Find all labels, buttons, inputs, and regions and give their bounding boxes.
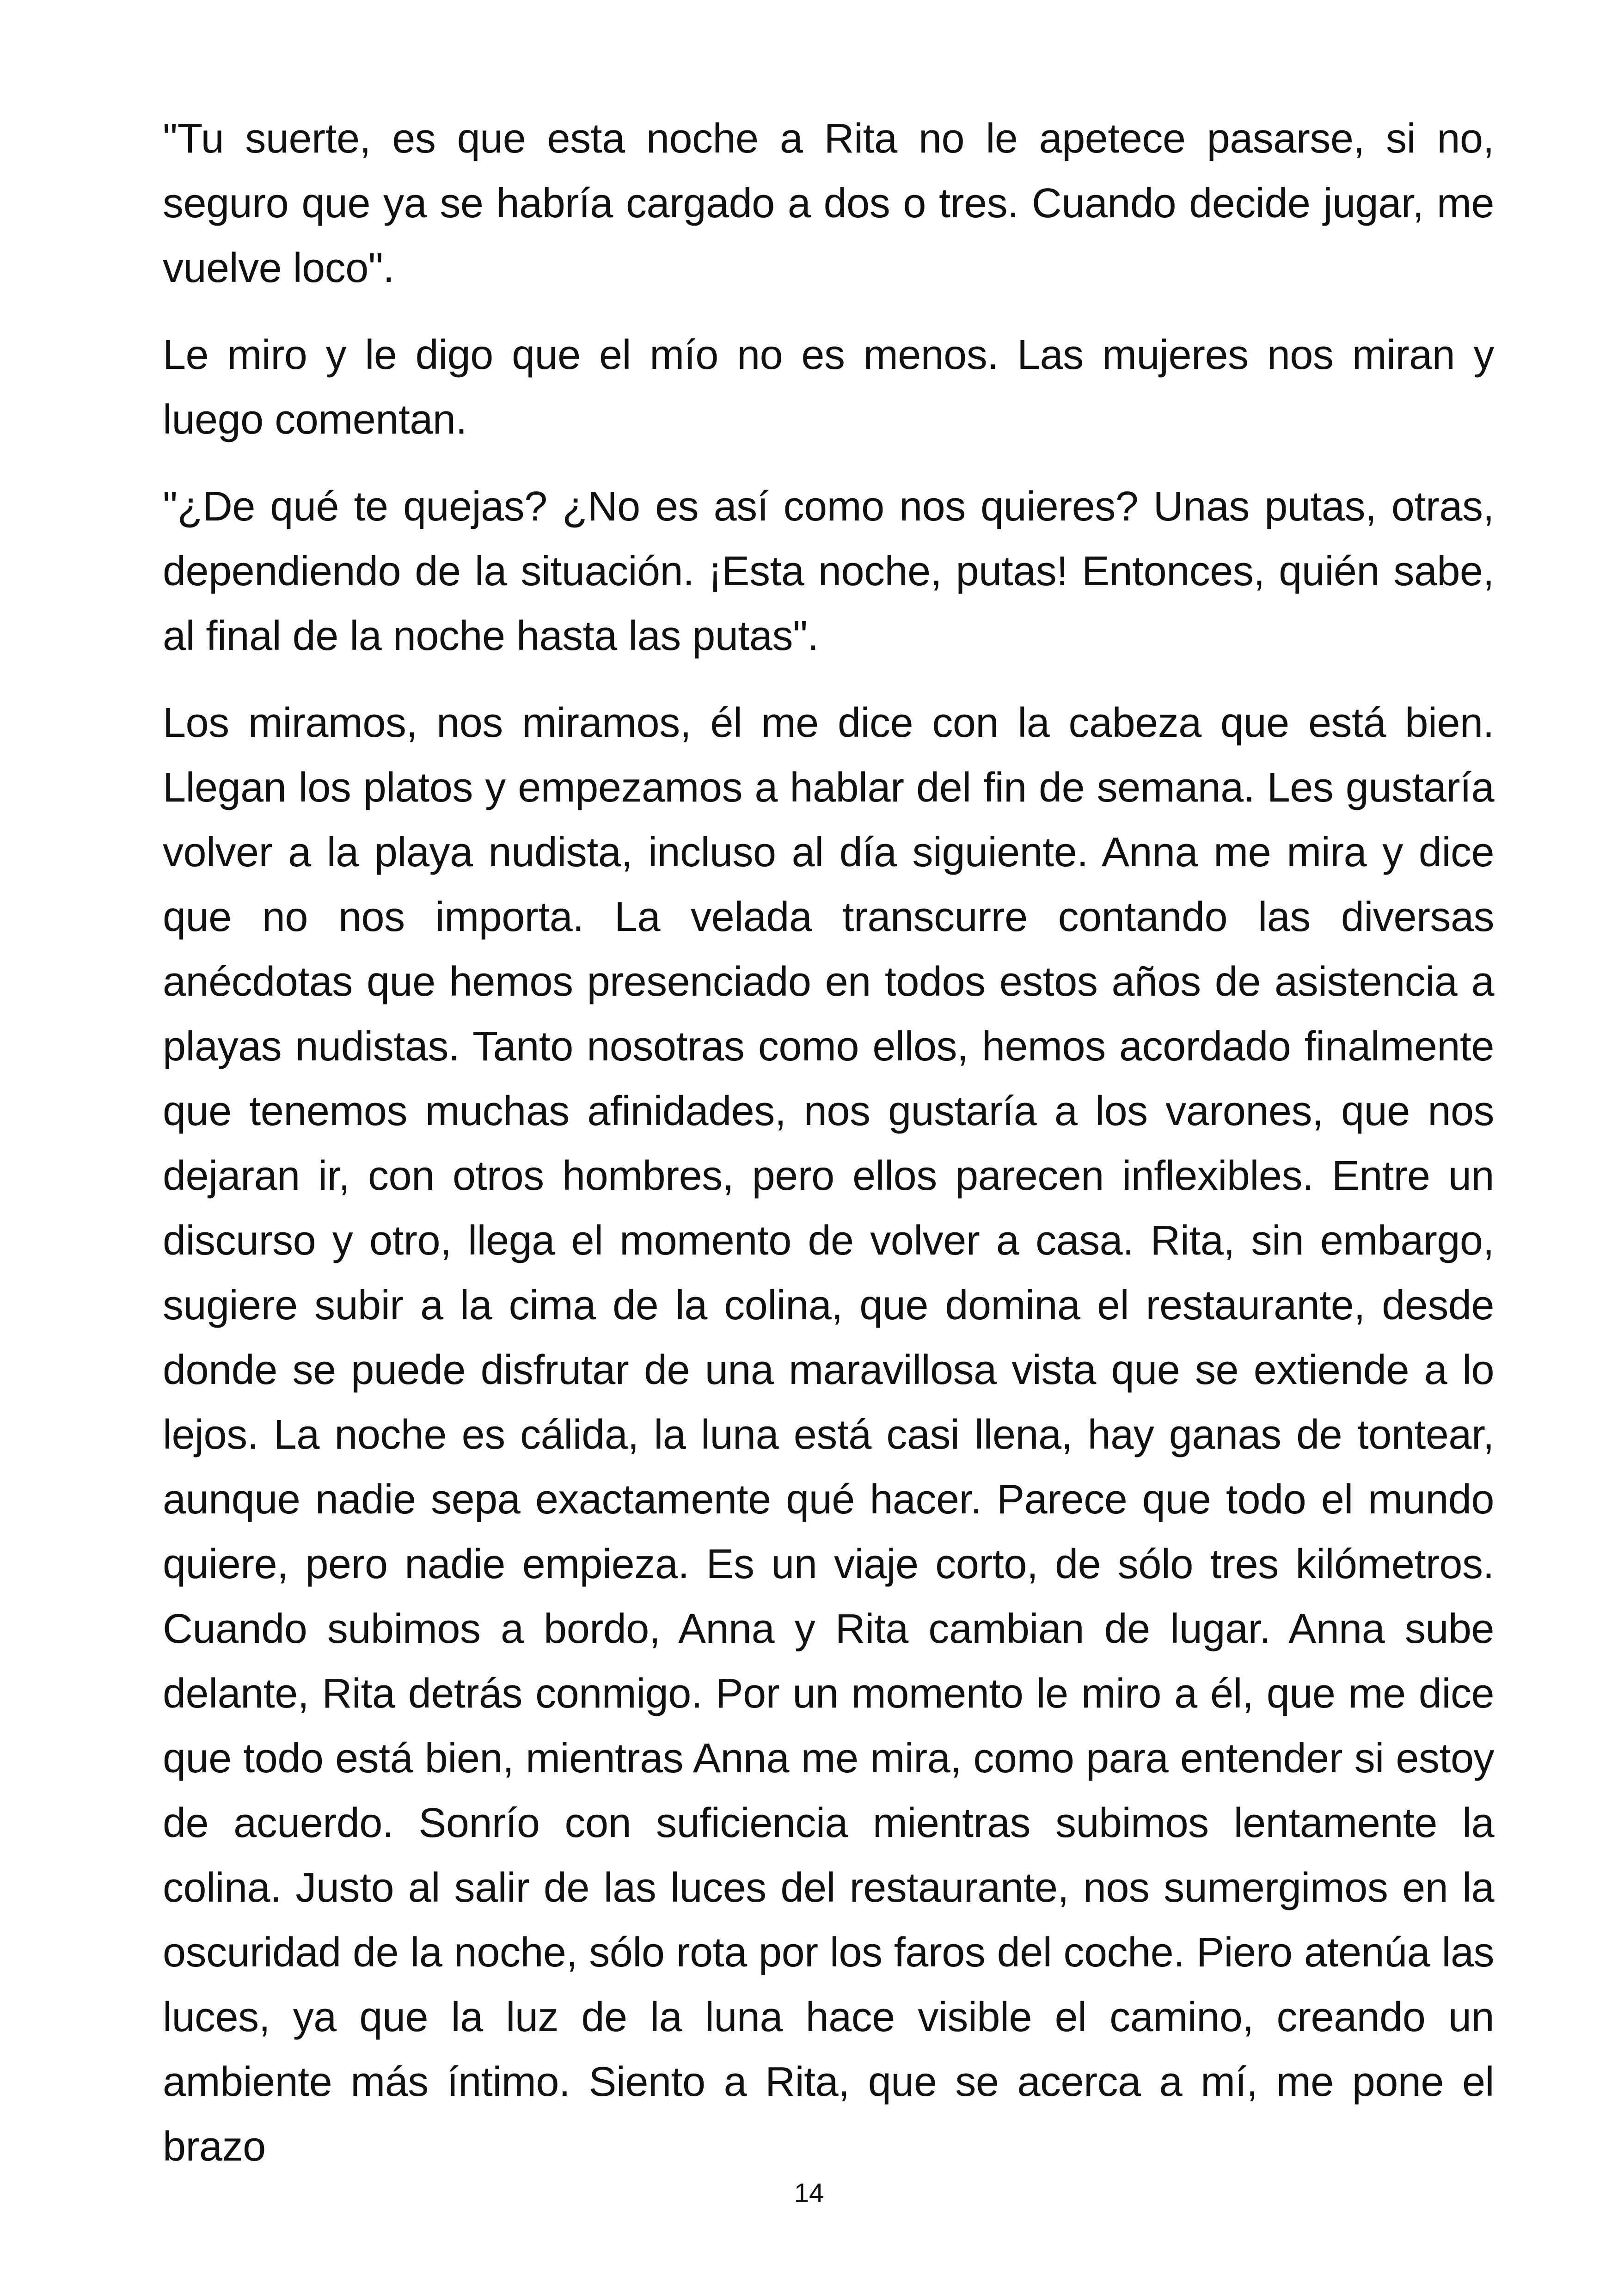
paragraph-4: Los miramos, nos miramos, él me dice con la cabeza que está bien. Llegan los platos y empezamos a hablar del fin de semana. Les gustaría volver a la playa nudista, incluso al día siguiente. Anna me mira y dice que no nos importa. La velada transcurre contando las diversas anécdotas que hemos presenciado en todos estos años de asistencia a playas nudistas. Tanto nosotras como ellos, hemos acordado finalmente que tenemos muchas afinidades, nos gustaría a los varones, que nos dejaran ir, con otros hombres, pero ellos parecen inflexibles. Entre un discurso y otro, llega el momento de volver a casa. Rita, sin embargo, sugiere subir a la cima de la colina, que domina el restaurante, desde donde se puede disfrutar de una maravillosa vista que se extiende a lo lejos. La noche es cálida, la luna está casi llena, hay ganas de tontear, aunque nadie sepa exactamente qué hacer. Parece que todo el mundo quiere, pero nadie empieza. Es un viaje corto, de sólo tres kilómetros. Cuando subimos a bordo, Anna y Rita cambian de lugar. Anna sube delante, Rita detrás conmigo. Por un momento le miro a él, que me dice que todo está bien, mientras Anna me mira, como para entender si estoy de acuerdo. Sonrío con suficiencia mientras subimos lentamente la colina. Justo al salir de las luces del restaurante, nos sumergimos en la oscuridad de la noche, sólo rota por los faros del coche. Piero atenúa las luces, ya que la luz de la luna hace visible el camino, creando un ambiente más íntimo. Siento a Rita, que se acerca a mí, me pone el brazo [163, 700, 1494, 2170]
paragraph-3: "¿De qué te quejas? ¿No es así como nos quieres? Unas putas, otras, dependiendo de la situación. ¡Esta noche, putas! Entonces, quién sabe, al final de la noche hasta las putas". [163, 484, 1494, 659]
paragraph-2: Le miro y le digo que el mío no es menos. Las mujeres nos miran y luego comentan. [163, 332, 1494, 443]
page-number: 14 [794, 2178, 824, 2208]
body-text [163, 106, 1494, 2201]
paragraph-1: "Tu suerte, es que esta noche a Rita no le apetece pasarse, si no, seguro que ya se habría cargado a dos o tres. Cuando decide jugar, me vuelve loco". [163, 116, 1494, 291]
